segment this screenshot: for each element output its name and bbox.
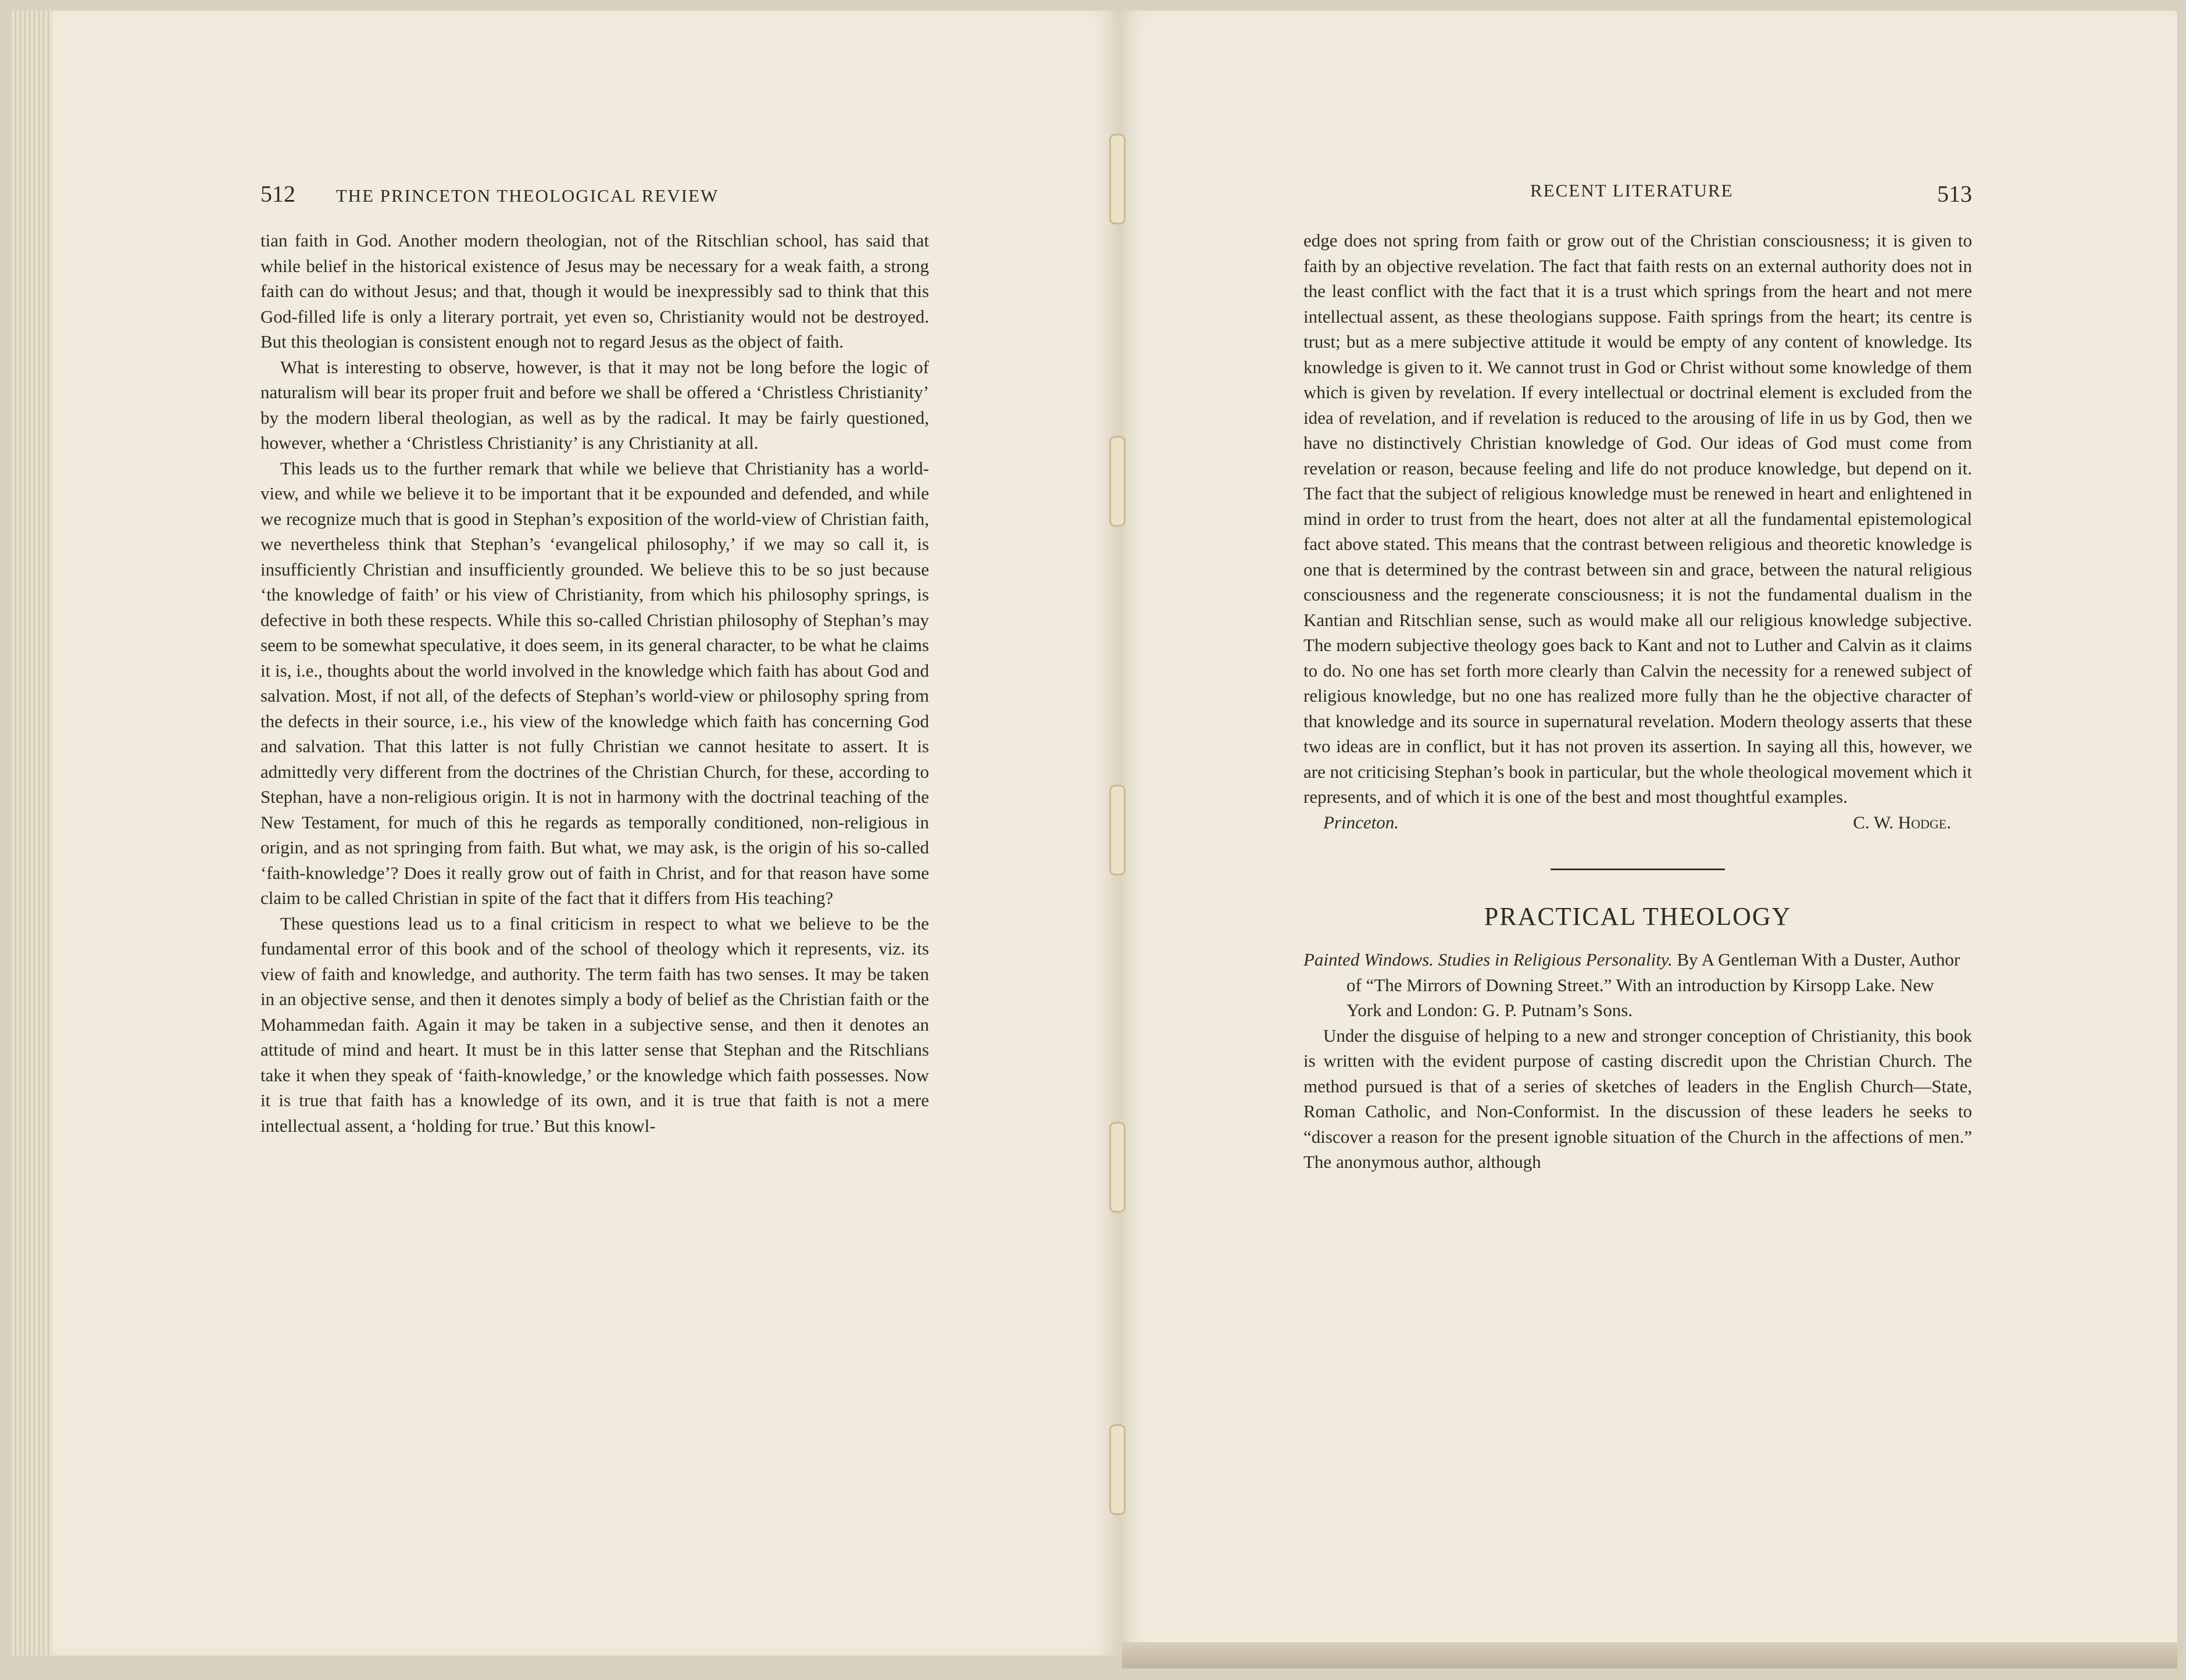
journal-title: THE PRINCETON THEOLOGICAL REVIEW: [335, 185, 719, 206]
binding-stitch: [1109, 785, 1126, 875]
signature-name: C. W. Hodge.: [1853, 812, 1951, 832]
section-heading: PRACTICAL THEOLOGY: [1484, 902, 1792, 931]
paragraph: Under the disguise of helping to a new and stronger conception of Christianity, this book is written with the evident purpose of casting discredit upon the Christian Church. The method pursued is that of a series of sketches of leaders in the English Church—State, Roman Catholic, and Non-Conformist. In the discussion of these leaders he seeks to “discover a reason for the present ignoble situation of the Church in the affections of men.” The anonymous author, although: [1303, 1025, 1972, 1172]
signature-place: Princeton.: [1323, 812, 1399, 832]
paragraph: These questions lead us to a final criticism in respect to what we believe to be the fundamental error of this book and of the school of theology which it represents, viz. its view of faith and knowledge, and authority. The term faith has two senses. It may be taken in an objective sense, and then it denotes simply a body of belief as the Christian faith or the Mohammedan faith. Again it may be taken in a subjective sense, and then it denotes an attitude of mind and heart. It must be in this latter sense that Stephan and the Ritschlians take it when they speak of ‘faith-knowledge,’ or the knowledge which faith possesses. Now it is true that faith has a knowledge of its own, and it is true that faith is not a mere intellectual assent, a ‘holding for true.’ But this knowl-: [260, 913, 929, 1136]
paragraph: edge does not spring from faith or grow out of the Christian consciousness; it is given to faith by an objective revelation. The fact that faith rests on an external authority does not in the least conflict with the fact that it is a trust which springs from the heart and not mere intellectual assent, as these theologians suppose. Faith springs from the heart; its centre is trust; but as a mere subjective attitude it would be empty of any content of knowledge. Its knowledge is given to it. We cannot trust in God or Christ without some knowledge of them which is given by revelation. If every intellectual or doctrinal element is excluded from the idea of revelation, and if revelation is reduced to the arousing of life in us by God, then we have no distinctively Christian knowledge of God. Our ideas of God must come from revelation or reason, because feeling and life do not produce knowledge, but depend on it. The fact that the subject of religious knowledge must be renewed in heart and enlightened in mind in order to trust from the heart, does not alter at all the fundamental epistemological fact above stated. This means that the contrast between religious and theoretic knowledge is one that is determined by the contrast between sin and grace, between the natural religious consciousness and the regenerate consciousness; it is not the fundamental dualism in the Kantian and Ritschlian sense, such as would make all our religious knowledge subjective. The modern subjective theology goes back to Kant and not to Luther and Calvin as it claims to do. No one has set forth more clearly than Calvin the necessity for a renewed subject of religious knowledge, but no one has realized more fully than he the objective character of that knowledge and its source in supernatural revelation. Modern theology asserts that these two ideas are in conflict, but it has not proven its assertion. In saying all this, however, we are not criticising Stephan’s book in particular, but the whole theological movement which it represents, and of which it is one of the best and most thoughtful examples.: [1303, 230, 1972, 807]
binding-stitch: [1109, 436, 1126, 527]
section-divider: [1551, 868, 1725, 870]
page-number: 512: [260, 181, 295, 207]
left-text-column: [260, 228, 929, 1138]
review-signature: [1303, 810, 1972, 835]
left-running-head: [260, 180, 719, 208]
paragraph: tian faith in God. Another modern theologian, not of the Ritschlian school, has said that while belief in the historical existence of Jesus may be necessary for a weak faith, a strong faith can do without Jesus; and that, though it would be inexpressibly sad to think that this God-filled life is only a literary portrait, yet even so, Christianity would not be destroyed. But this theologian is consistent enough not to regard Jesus as the object of faith.: [260, 230, 929, 352]
binding-stitch: [1109, 1424, 1126, 1515]
binding-edge: [1122, 1642, 2177, 1668]
book-details: By A Gentleman With a Duster, Author of “The Mirrors of Downing Street.” With an introduction by Kirsopp Lake. New York and London: G. P. Putnam’s Sons.: [1346, 949, 1960, 1020]
right-running-head: [1530, 180, 1972, 207]
paragraph: What is interesting to observe, however, is that it may not be long before the logic of naturalism will bear its proper fruit and before we shall be offered a ‘Christless Christianity’ by the modern liberal theologian, as well as by the radical. It may be fairly questioned, however, whether a ‘Christless Christianity’ is any Christianity at all.: [260, 356, 929, 453]
binding-stitch: [1109, 134, 1126, 224]
section-running-title: RECENT LITERATURE: [1530, 180, 1734, 201]
right-text-column: [1303, 228, 1972, 1175]
paragraph: This leads us to the further remark that while we believe that Christianity has a world-view, and while we believe it to be important that it be expounded and defended, and while we recognize much that is good in Stephan’s exposition of the world-view of Christian faith, we nevertheless think that Stephan’s ‘evangelical philosophy,’ if we may so call it, is insufficiently Christian and insufficiently grounded. We believe this to be so just because ‘the knowledge of faith’ or his view of Christianity, from which his philosophy springs, is defective in both these respects. While this so-called Christian philosophy of Stephan’s may seem to be somewhat speculative, it does seem, in its general character, to be what he claims it is, i.e., thoughts about the world involved in the knowledge which faith has about God and salvation. Most, if not all, of the defects of Stephan’s world-view or philosophy spring from the defects in their source, i.e., his view of the knowledge which faith has concerning God and salvation. That this latter is not fully Christian we cannot hesitate to assert. It is admittedly very different from the doctrines of the Christian Church, for these, according to Stephan, have a non-religious origin. It is not in harmony with the doctrinal teaching of the New Testament, for much of this he regards as temporally conditioned, non-religious in origin, and as not springing from faith. But what, we may ask, is the origin of his so-called ‘faith-knowledge’? Does it really grow out of faith in Christ, and for that reason have some claim to be called Christian in spite of the fact that it differs from His teaching?: [260, 457, 929, 908]
page-number: 513: [1937, 181, 1972, 207]
page-edges: [12, 10, 52, 1656]
book-title: Painted Windows. Studies in Religious Personality.: [1303, 949, 1673, 970]
book-citation: [1303, 947, 1972, 1023]
binding-stitch: [1109, 1122, 1126, 1213]
